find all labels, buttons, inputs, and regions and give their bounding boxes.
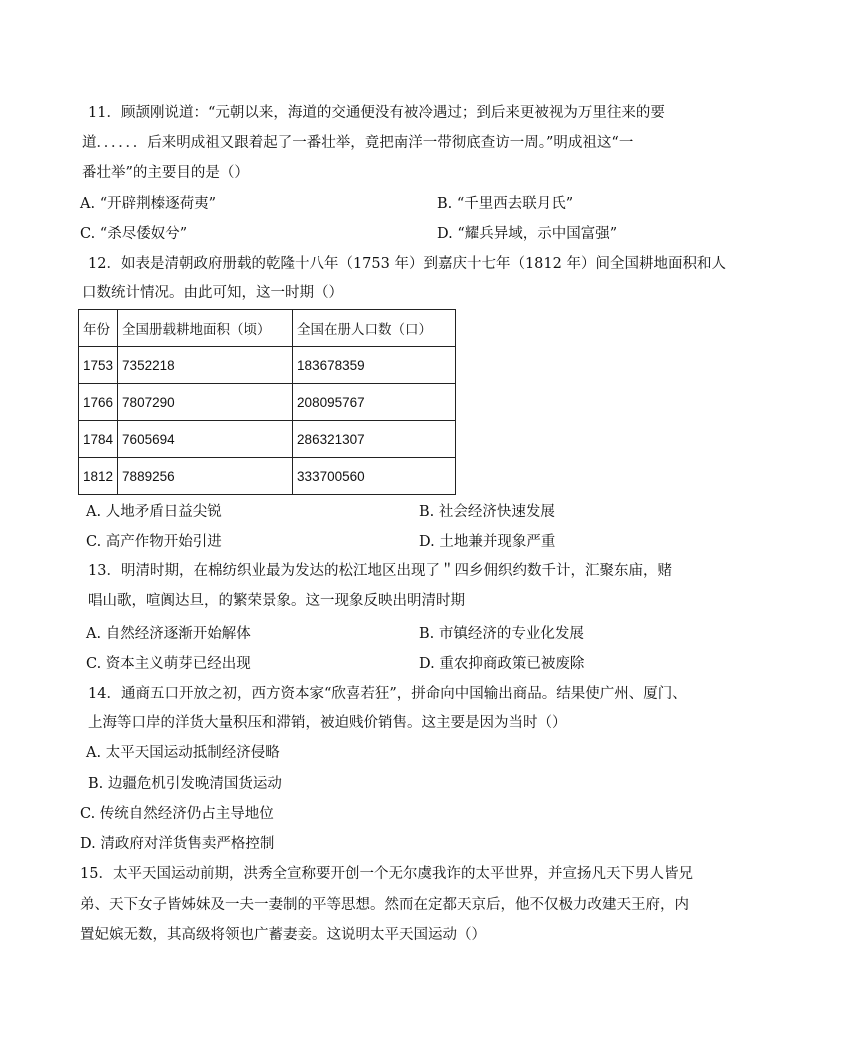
q11-line-3: 番壮举”的主要目的是（） — [82, 165, 249, 181]
table-row — [79, 421, 456, 458]
q12-line-1: 12．如表是清朝政府册载的乾隆十八年（1753 年）到嘉庆十七年（1812 年）间全国耕地面积和人 — [88, 256, 726, 272]
table-header-row — [79, 310, 456, 347]
q13-option-a: A. 自然经济逐渐开始解体 — [86, 626, 251, 642]
table-row — [79, 347, 456, 384]
table-cell-population: 333700560 — [293, 458, 456, 495]
table-cell-population: 286321307 — [293, 421, 456, 458]
population-table — [78, 309, 456, 495]
table-cell-area: 7889256 — [118, 458, 293, 495]
table-header-population: 全国在册人口数（口） — [293, 310, 456, 347]
table-cell-population: 208095767 — [293, 384, 456, 421]
q14-line-1: 14．通商五口开放之初，西方资本家“欣喜若狂”，拼命向中国输出商品。结果使广州、厦门、 — [88, 686, 687, 702]
table-cell-area: 7352218 — [118, 347, 293, 384]
q12-option-a: A. 人地矛盾日益尖锐 — [86, 504, 222, 520]
q11-line-1: 11．顾颉刚说道：“元朝以来，海道的交通便没有被冷遇过；到后来更被视为万里往来的要 — [88, 105, 665, 121]
table-cell-year: 1812 — [79, 458, 118, 495]
q14-option-c: C. 传统自然经济仍占主导地位 — [80, 806, 274, 822]
table-cell-year: 1766 — [79, 384, 118, 421]
q12-option-c: C. 高产作物开始引进 — [86, 534, 222, 550]
q14-line-2: 上海等口岸的洋货大量积压和滞销，被迫贱价销售。这主要是因为当时（） — [88, 715, 567, 731]
q11-line-2: 道．．．．．．后来明成祖又跟着起了一番壮举，竟把南洋一带彻底查访一周。”明成祖这“一 — [82, 135, 634, 151]
table-cell-year: 1784 — [79, 421, 118, 458]
table-cell-area: 7807290 — [118, 384, 293, 421]
table-cell-population: 183678359 — [293, 347, 456, 384]
q12-option-b: B. 社会经济快速发展 — [419, 504, 555, 520]
q12-line-2: 口数统计情况。由此可知，这一时期（） — [82, 285, 343, 301]
table-cell-year: 1753 — [79, 347, 118, 384]
q15-line-3: 置妃嫔无数，其高级将领也广蓄妻妾。这说明太平天国运动（） — [80, 927, 486, 943]
table-row — [79, 458, 456, 495]
q11-option-a: A. “开辟荆榛逐荷夷” — [80, 196, 217, 212]
q13-line-1: 13．明清时期，在棉纺织业最为发达的松江地区出现了＂四乡佣织约数千计，汇聚东庙，赌 — [88, 563, 672, 579]
table-row — [79, 384, 456, 421]
q15-line-1: 15．太平天国运动前期，洪秀全宣称要开创一个无尔虞我诈的太平世界，并宣扬凡天下男人皆兄 — [80, 866, 693, 882]
q14-option-d: D. 清政府对洋货售卖严格控制 — [80, 836, 275, 852]
q13-option-b: B. 市镇经济的专业化发展 — [419, 626, 584, 642]
q11-option-b: B. “千里西去联月氏” — [437, 196, 574, 212]
q12-option-d: D. 土地兼并现象严重 — [419, 534, 556, 550]
table-header-area: 全国册载耕地面积（顷） — [118, 310, 293, 347]
q14-option-a: A. 太平天国运动抵制经济侵略 — [86, 745, 280, 761]
q13-option-c: C. 资本主义萌芽已经出现 — [86, 656, 251, 672]
q13-line-2: 唱山歌，喧阗达旦，的繁荣景象。这一现象反映出明清时期 — [88, 593, 465, 609]
q11-option-c: C. “杀尽倭奴兮” — [80, 226, 188, 242]
q11-option-d: D. “耀兵异域，示中国富强” — [437, 226, 618, 242]
table-header-year: 年份 — [79, 310, 118, 347]
q14-option-b: B. 边疆危机引发晚清国货运动 — [88, 776, 282, 792]
q15-line-2: 弟、天下女子皆姊妹及一夫一妻制的平等思想。然而在定都天京后，他不仅极力改建天王府，内 — [80, 897, 689, 913]
q13-option-d: D. 重农抑商政策已被废除 — [419, 656, 585, 672]
table-cell-area: 7605694 — [118, 421, 293, 458]
